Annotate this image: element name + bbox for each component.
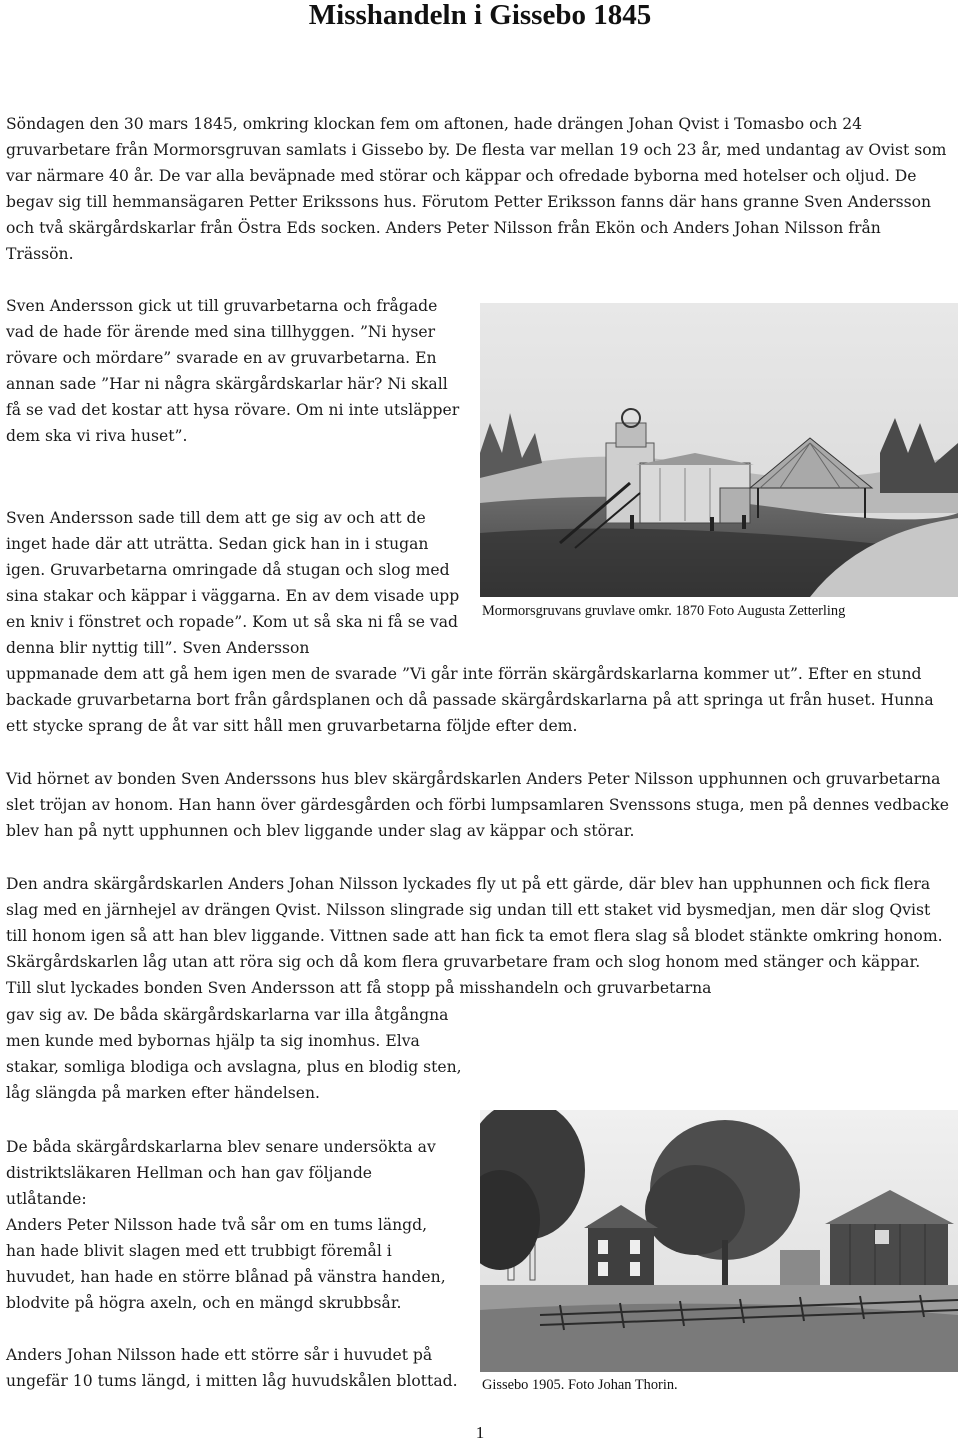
paragraph-7: Anders Peter Nilsson hade två sår om en tums längd, han hade blivit slagen med ett trubbigt föremål i huvudet, han hade en större blånad på vänstra handen, blodvite på högra axeln, och en mängd skrubbsår. <box>6 1216 446 1312</box>
mine-photo-caption: Mormorsgruvans gruvlave omkr. 1870 Foto Augusta Zetterling <box>482 603 846 619</box>
paragraph-3-lead: Sven Andersson sade till dem att ge sig av och att de inget hade där att uträtta. Sedan gick han in i stugan igen. Gruvarbetarna omringade då stugan och slog med sina stakar och käppar i väggarna. En av dem visade upp en kniv i fönstret och ropade”. Kom ut så ska ni få se vad denna blir nyttig till”. Sven Andersson <box>6 509 460 657</box>
page-title: Misshandeln i Gissebo 1845 <box>308 0 652 31</box>
paragraph-2: Sven Andersson gick ut till gruvarbetarna och frågade vad de hade för ärende med sina tillhyggen. ”Ni hyser rövare och mördare” svarade en av gruvarbetarna. En annan sade ”Har ni några skärgårdskarlar här? Ni skall få se vad det kostar att hysa rövare. Om ni inte utsläpper dem ska vi riva huset”. <box>6 297 460 445</box>
village-photo <box>480 1110 958 1372</box>
paragraph-1: Söndagen den 30 mars 1845, omkring klockan fem om aftonen, hade drängen Johan Qvist i Tomasbo och 24 gruvarbetare från Mormorsgruvan samlats i Gissebo by. De flesta var mellan 19 och 23 år, med undantag av Ovist som var närmare 40 år. De var alla beväpnade med störar och käppar och ofredade byborna med hotelser och oljud. De begav sig till hemmansägaren Petter Erikssons hus. Förutom Petter Eriksson fanns där hans granne Sven Andersson och två skärgårdskarlar från Östra Eds socken. Anders Peter Nilsson från Ekön och Anders Johan Nilsson från Trässön. <box>6 115 947 263</box>
village-photo-caption: Gissebo 1905. Foto Johan Thorin. <box>482 1377 678 1393</box>
paragraph-5-continued: gav sig av. De båda skärgårdskarlarna var illa åtgångna men kunde med bybornas hjälp ta sig inomhus. Elva stakar, somliga blodiga och avslagna, plus en blodig sten, låg slängda på marken efter händelsen. <box>6 1006 462 1102</box>
paragraph-3-continued: uppmanade dem att gå hem igen men de svarade ”Vi går inte förrän skärgårdskarlarna kommer ut”. Efter en stund backade gruvarbetarna bort från gårdsplanen och då passade skärgårdskarlarna på att springa ut från huset. Hunna ett stycke sprang de åt var sitt håll men gruvarbetarna följde efter dem. <box>6 665 934 735</box>
paragraph-5: Den andra skärgårdskarlen Anders Johan Nilsson lyckades fly ut på ett gärde, där blev han upphunnen och fick flera slag med en järnhejel av drängen Qvist. Nilsson slingrade sig undan till ett staket vid bysmedjan, men där slog Qvist till honom igen så att han blev liggande. Vittnen sade att han fick ta emot flera slag så blodet stänkte omkring honom. Skärgårdskarlen låg utan att röra sig och då kom flera gruvarbetare fram och slog honom med stänger och käppar. Till slut lyckades bonden Sven Andersson att få stopp på misshandeln och gruvarbetarna <box>6 875 943 997</box>
mine-photo <box>480 303 958 597</box>
paragraph-8: Anders Johan Nilsson hade ett större sår i huvudet på ungefär 10 tums längd, i mitten låg huvudskålen blottad. <box>6 1346 458 1390</box>
paragraph-6: De båda skärgårdskarlarna blev senare undersökta av distriktsläkaren Hellman och han gav följande utlåtande: <box>6 1138 436 1208</box>
paragraph-4: Vid hörnet av bonden Sven Anderssons hus blev skärgårdskarlen Anders Peter Nilsson upphunnen och gruvarbetarna slet tröjan av honom. Han hann över gärdesgården och förbi lumpsamlaren Svenssons stuga, men på dennes vedbacke blev han på nytt upphunnen och blev liggande under slag av käppar och störar. <box>6 770 949 840</box>
page-number: 1 <box>475 1423 485 1442</box>
